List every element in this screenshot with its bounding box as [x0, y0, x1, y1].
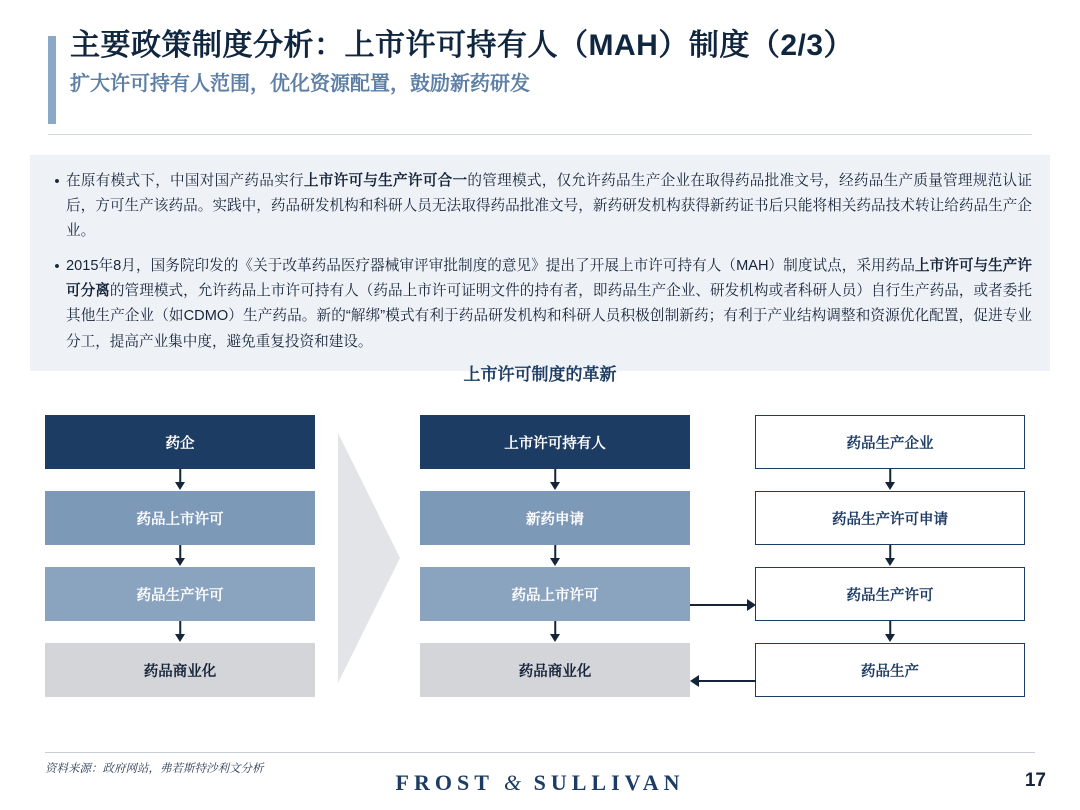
bullet-segment: 的管理模式，允许药品上市许可持有人（药品上市许可证明文件的持有者，即药品生产企业、研发机构或者科研人员）自行生产药品，或者委托其他生产企业（如CDMO）生产药品。新的“解绑”模式有利于药品研发机构和科研人员积极创制新药；有利于产业结构调整和资源优化配置，促进专业分工，提高产业集中度，避免重复投资和建设。 [66, 283, 1032, 350]
page-subtitle: 扩大许可持有人范围，优化资源配置，鼓励新药研发 [70, 73, 530, 95]
bullet-marker: • [54, 173, 60, 190]
connector-arrow-down-icon [420, 545, 690, 567]
connector-arrow-down-icon [755, 545, 1025, 567]
bullet-item [48, 169, 1032, 244]
diagram-node: 药品生产许可 [755, 567, 1025, 621]
diagram-node: 药品生产企业 [755, 415, 1025, 469]
diagram-node: 药品商业化 [45, 643, 315, 697]
brand-ampersand: & [503, 770, 524, 795]
footer-divider [45, 752, 1035, 753]
connector-arrow-down-icon [45, 469, 315, 491]
bullet-segment: 2015年8月，国务院印发的《关于改革药品医疗器械审评审批制度的意见》提出了开展上市许可持有人（MAH）制度试点，采用药品 [66, 258, 915, 275]
bullet-segment-bold: 上市许可与生产许可合一 [303, 173, 468, 189]
slide-header [48, 28, 1032, 97]
connector-arrow-down-icon [755, 621, 1025, 643]
bullet-item [48, 254, 1032, 354]
bullet-segment: 的管理模式，仅允许药品生产企业在取得药品批准文号，经药品生产质量管理规范认证后，方可生产该药品。实践中，药品研发机构和科研人员无法取得药品批准文号，新药研发机构获得新药证书后只能将相关药品技术转让给药品生产企业。 [66, 173, 1032, 240]
bullet-segment: 在原有模式下，中国对国产药品实行 [66, 173, 304, 189]
diagram-column-left [45, 415, 315, 697]
page-title: 主要政策制度分析：上市许可持有人（MAH）制度（2/3） [70, 29, 855, 62]
accent-bar [48, 36, 56, 124]
diagram-node: 药品上市许可 [45, 491, 315, 545]
brand-name-second: SULLIVAN [533, 770, 685, 795]
diagram-node: 药企 [45, 415, 315, 469]
brand-logo [0, 770, 1080, 796]
connector-arrow-down-icon [420, 469, 690, 491]
diagram-node: 药品生产 [755, 643, 1025, 697]
diagram-title: 上市许可制度的革新 [463, 365, 617, 384]
connector-arrow-left-icon [690, 675, 756, 687]
page-number: 17 [1024, 770, 1046, 791]
bullet-text [66, 169, 1032, 244]
diagram [0, 415, 1080, 715]
brand-name-first: FROST [395, 770, 494, 795]
diagram-node: 上市许可持有人 [420, 415, 690, 469]
header-divider [48, 134, 1032, 135]
diagram-node: 新药申请 [420, 491, 690, 545]
connector-arrow-down-icon [755, 469, 1025, 491]
diagram-column-right [755, 415, 1025, 697]
chevron-arrow-icon [338, 433, 400, 683]
connector-arrow-right-icon [690, 599, 756, 611]
diagram-column-middle [420, 415, 690, 697]
connector-arrow-down-icon [45, 545, 315, 567]
source-note: 资料来源：政府网站，弗若斯特沙利文分析 [45, 763, 264, 775]
bullet-marker: • [54, 258, 60, 276]
diagram-node: 药品生产许可申请 [755, 491, 1025, 545]
bullet-text [66, 254, 1032, 354]
connector-arrow-down-icon [45, 621, 315, 643]
bullet-segment-bold: 上市许可与生产许可分离 [66, 258, 1032, 300]
connector-arrow-down-icon [420, 621, 690, 643]
diagram-node: 药品生产许可 [45, 567, 315, 621]
bullet-panel [30, 155, 1050, 371]
diagram-node: 药品商业化 [420, 643, 690, 697]
diagram-node: 药品上市许可 [420, 567, 690, 621]
